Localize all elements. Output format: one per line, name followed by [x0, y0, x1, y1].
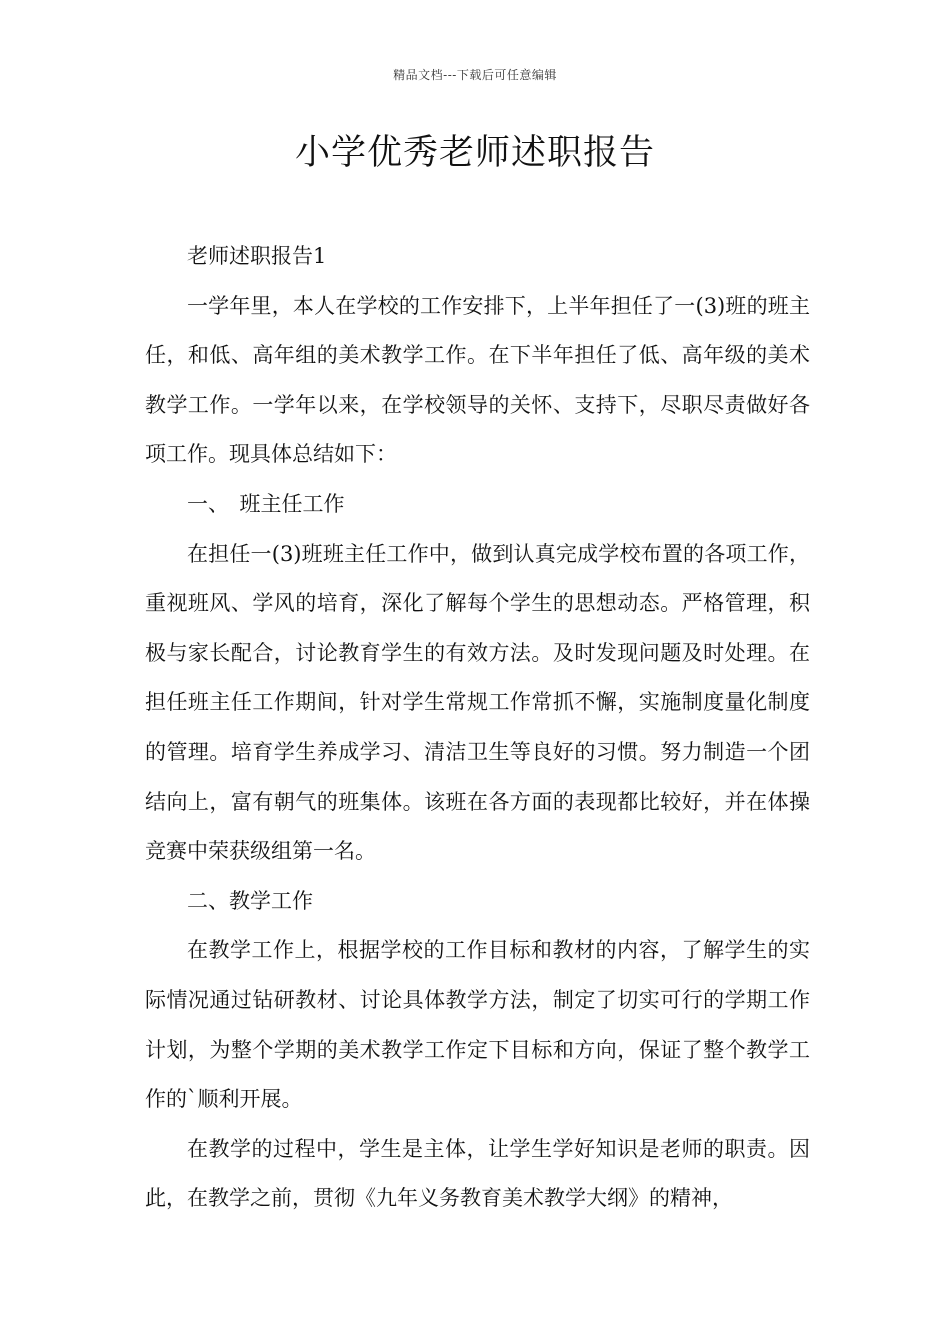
section-heading-teaching: 二、教学工作 — [187, 888, 313, 913]
header-note: 精品文档---下载后可任意编辑 — [393, 68, 557, 82]
report-heading: 老师述职报告1 — [187, 244, 327, 268]
document-body — [145, 232, 810, 1224]
homeroom-paragraph: 在担任一(3)班班主任工作中，做到认真完成学校布置的各项工作，重视班风、学风的培育，深化了解每个学生的思想动态。严格管理，积极与家长配合，讨论教育学生的有效方法。及时发现问题及时处理。在担任班主任工作期间，针对学生常规工作常抓不懈，实施制度量化制度的管理。培育学生养成学习、清洁卫生等良好的习惯。努力制造一个团结向上，富有朝气的班集体。该班在各方面的表现都比较好，并在体操竞赛中荣获级组第一名。 — [145, 541, 810, 864]
teaching-process-paragraph: 在教学的过程中，学生是主体，让学生学好知识是老师的职责。因此，在教学之前，贯彻《九年义务教育美术教学大纲》的精神， — [145, 1136, 810, 1211]
teaching-paragraph: 在教学工作上，根据学校的工作目标和教材的内容，了解学生的实际情况通过钻研教材、讨论具体教学方法，制定了切实可行的学期工作计划，为整个学期的美术教学工作定下目标和方向，保证了整个教学工作的`顺利开展。 — [145, 938, 810, 1112]
document-title: 小学优秀老师述职报告 — [294, 133, 655, 173]
intro-paragraph: 一学年里，本人在学校的工作安排下，上半年担任了一(3)班的班主任，和低、高年组的美术教学工作。在下半年担任了低、高年级的美术教学工作。一学年以来，在学校领导的关怀、支持下，尽职尽责做好各项工作。现具体总结如下： — [145, 293, 810, 467]
section-heading-homeroom: 一、 班主任工作 — [187, 491, 345, 516]
